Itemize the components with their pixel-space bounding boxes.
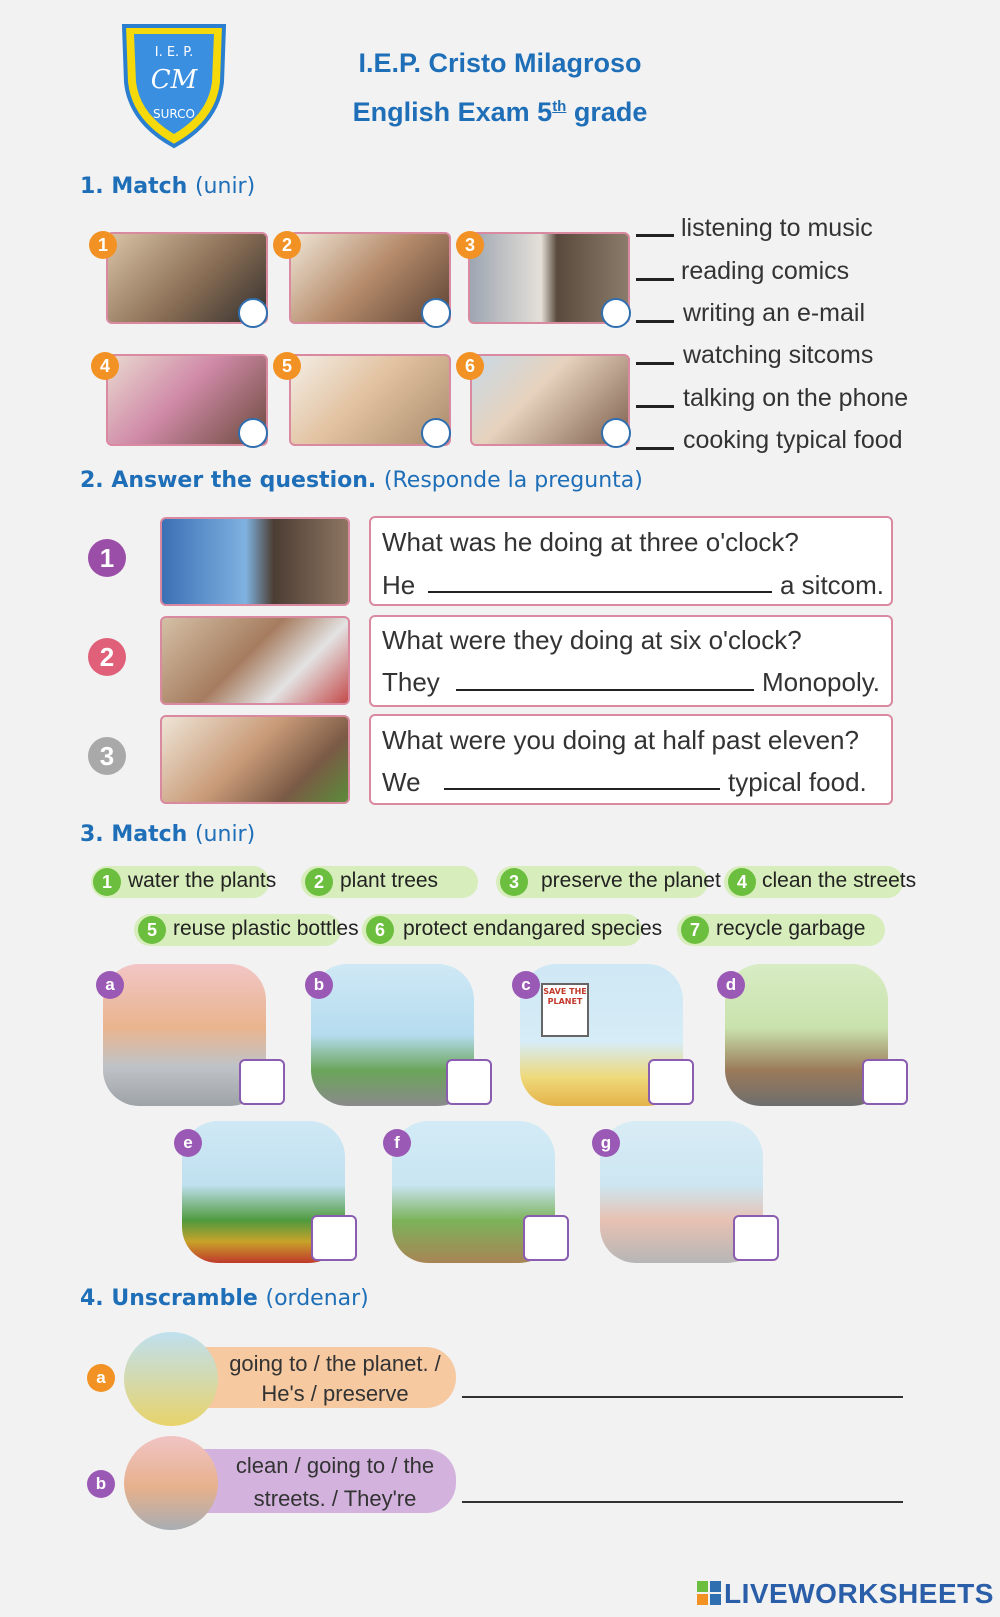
match-option-3: writing an e-mail — [683, 299, 866, 327]
question-number-1: 1 — [88, 539, 126, 577]
scene-b-answer-box[interactable] — [446, 1059, 492, 1105]
scene-letter-d: d — [717, 971, 745, 999]
exam-title-sup: th — [552, 98, 567, 115]
exam-title — [0, 97, 1000, 128]
question-3-start: We — [382, 767, 421, 797]
question-1-answer-line[interactable] — [428, 591, 772, 593]
phrase-number-5: 5 — [138, 916, 166, 944]
photo-6-answer-circle[interactable] — [601, 418, 631, 448]
phrase-text-5: reuse plastic bottles — [173, 917, 359, 940]
phrase-text-3: preserve the planet — [541, 869, 721, 892]
scramble-letter-b: b — [87, 1470, 115, 1498]
photo-badge-4: 4 — [91, 352, 119, 380]
scramble-a-image — [124, 1332, 218, 1426]
section2-title — [80, 468, 643, 493]
phrase-text-4: clean the streets — [762, 869, 917, 892]
match-option-4: watching sitcoms — [683, 341, 874, 369]
section3-title-text: 3. Match — [80, 822, 188, 847]
photo-badge-2: 2 — [273, 231, 301, 259]
phrase-number-4: 4 — [728, 868, 756, 896]
match-option-1: listening to music — [681, 214, 873, 242]
exam-title-prefix: English Exam 5 — [352, 97, 553, 127]
scramble-a-line2: He's / preserve — [261, 1381, 409, 1406]
scramble-b-line2: streets. / They're — [253, 1486, 417, 1511]
match-blank-3[interactable] — [636, 320, 674, 323]
phrase-number-7: 7 — [681, 916, 709, 944]
photo-badge-1: 1 — [89, 231, 117, 259]
question-2-photo — [160, 616, 350, 705]
logo-text-mid: CM — [150, 65, 198, 95]
liveworksheets-logo-icon — [697, 1581, 721, 1605]
scramble-b-answer-line[interactable] — [462, 1501, 903, 1503]
match-blank-5[interactable] — [636, 405, 674, 408]
question-3-photo — [160, 715, 350, 804]
photo-5-answer-circle[interactable] — [421, 418, 451, 448]
phrase-number-2: 2 — [305, 868, 333, 896]
phrase-number-3: 3 — [500, 868, 528, 896]
photo-4-answer-circle[interactable] — [238, 418, 268, 448]
question-2-text: What were they doing at six o'clock? — [382, 625, 802, 655]
scene-letter-g: g — [592, 1129, 620, 1157]
scene-a-answer-box[interactable] — [239, 1059, 285, 1105]
scene-g-answer-box[interactable] — [733, 1215, 779, 1261]
match-blank-4[interactable] — [636, 362, 674, 365]
scramble-letter-a: a — [87, 1364, 115, 1392]
question-number-2: 2 — [88, 638, 126, 676]
scramble-b-line1: clean / going to / the — [235, 1453, 435, 1478]
photo-badge-5: 5 — [273, 352, 301, 380]
scene-letter-e: e — [174, 1129, 202, 1157]
question-1-start: He — [382, 570, 416, 600]
scene-e-answer-box[interactable] — [311, 1215, 357, 1261]
question-1-end: a sitcom. — [780, 570, 885, 600]
scene-letter-c: c — [512, 971, 540, 999]
section4-title-text: 4. Unscramble — [80, 1286, 258, 1311]
school-crest-logo — [118, 22, 230, 150]
scene-c-answer-box[interactable] — [648, 1059, 694, 1105]
section4-title — [80, 1286, 369, 1311]
phrase-number-6: 6 — [366, 916, 394, 944]
photo-1-answer-circle[interactable] — [238, 298, 268, 328]
phrase-text-7: recycle garbage — [716, 917, 866, 940]
section1-subtitle: (unir) — [194, 174, 256, 199]
section1-title-text: 1. Match — [80, 174, 188, 199]
phrase-text-6: protect endangared species — [403, 917, 663, 940]
match-option-5: talking on the phone — [683, 384, 909, 412]
photo-2-answer-circle[interactable] — [421, 298, 451, 328]
scramble-b-image — [124, 1436, 218, 1530]
photo-badge-6: 6 — [456, 352, 484, 380]
scene-d-answer-box[interactable] — [862, 1059, 908, 1105]
save-the-planet-sign: SAVE THE PLANET — [541, 983, 589, 1037]
question-3-text: What were you doing at half past eleven? — [382, 725, 859, 755]
scramble-a-line1: going to / the planet. / — [229, 1351, 441, 1376]
scene-f-answer-box[interactable] — [523, 1215, 569, 1261]
scene-letter-a: a — [96, 971, 124, 999]
match-blank-1[interactable] — [636, 234, 674, 237]
match-blank-2[interactable] — [636, 278, 674, 281]
question-3-end: typical food. — [728, 767, 867, 797]
photo-3-answer-circle[interactable] — [601, 298, 631, 328]
match-option-6: cooking typical food — [683, 426, 903, 454]
question-1-photo — [160, 517, 350, 606]
section2-title-text: 2. Answer the question. — [80, 468, 377, 493]
photo-badge-3: 3 — [456, 231, 484, 259]
match-option-2: reading comics — [681, 257, 850, 285]
section1-title — [80, 174, 255, 199]
question-number-3: 3 — [88, 737, 126, 775]
exam-title-suffix: grade — [566, 97, 648, 127]
section4-subtitle: (ordenar) — [265, 1286, 369, 1311]
footer-brand: LIVEWORKSHEETS — [724, 1578, 994, 1609]
phrase-number-1: 1 — [93, 868, 121, 896]
section2-subtitle: (Responde la pregunta) — [383, 468, 643, 493]
match-blank-6[interactable] — [636, 447, 674, 450]
school-name: I.E.P. Cristo Milagroso — [358, 48, 642, 78]
question-2-answer-line[interactable] — [456, 689, 754, 691]
scene-letter-b: b — [305, 971, 333, 999]
scene-letter-f: f — [383, 1129, 411, 1157]
question-2-end: Monopoly. — [762, 667, 881, 697]
question-1-text: What was he doing at three o'clock? — [382, 527, 799, 557]
question-2-start: They — [382, 667, 440, 697]
logo-text-top: I. E. P. — [154, 45, 194, 60]
scramble-a-answer-line[interactable] — [462, 1396, 903, 1398]
logo-text-bottom: SURCO — [153, 107, 195, 121]
phrase-text-1: water the plants — [128, 869, 277, 892]
phrase-text-2: plant trees — [340, 869, 439, 892]
section3-subtitle: (unir) — [194, 822, 256, 847]
section3-title — [80, 822, 255, 847]
question-3-answer-line[interactable] — [444, 788, 720, 790]
